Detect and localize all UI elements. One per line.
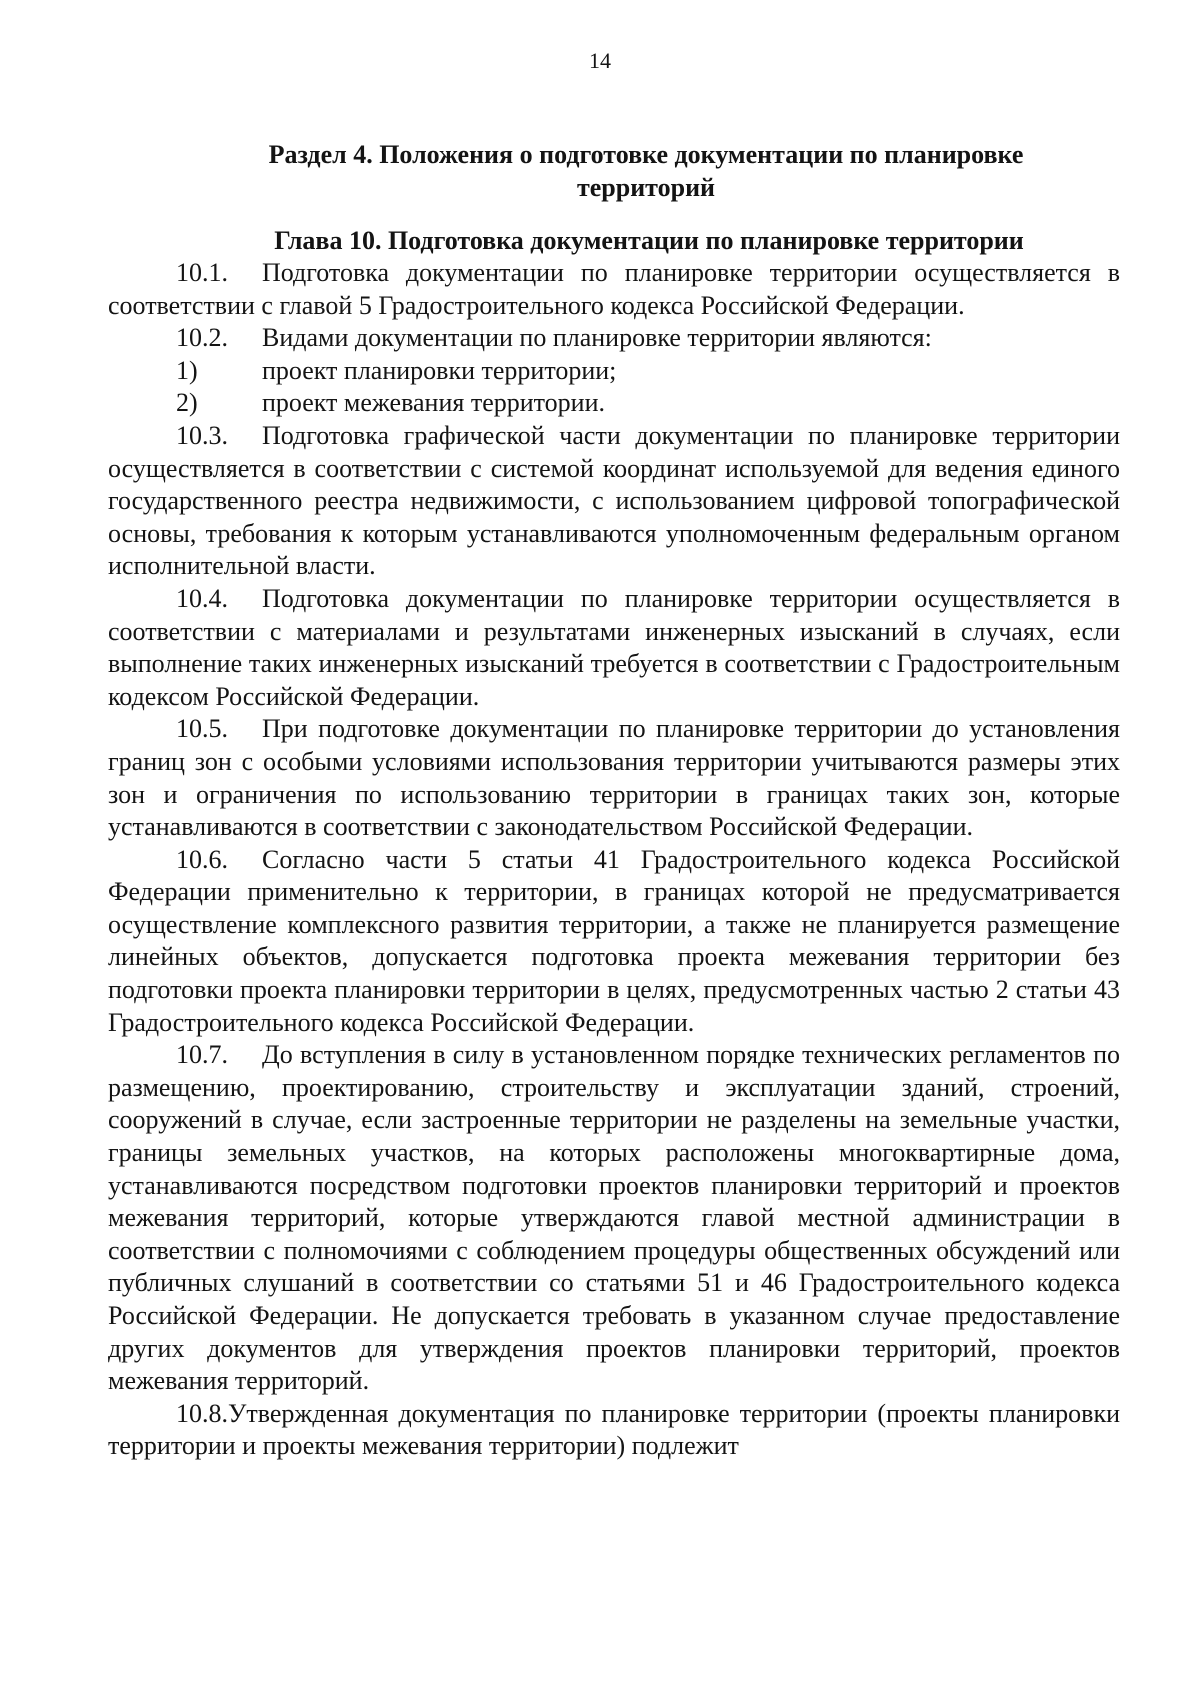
paragraph-10-1 [108,257,1120,322]
paragraph-10-5 [108,713,1120,843]
chapter-title: Глава 10. Подготовка документации по планировке территории [274,226,1024,255]
document-body [108,138,1120,1463]
paragraph-number: 10.3. [176,420,228,450]
paragraph-text: При подготовке документации по планировке территории до установления границ зон с особыми условиями использования территории учитываются размеры этих зон и ограничения по использованию территории в границах таких зон, которые устанавливаются в соответствии с законодательством Российской Федерации. [108,714,1120,842]
paragraph-10-8 [108,1398,1120,1463]
paragraph-10-3 [108,420,1120,583]
paragraph-text: Подготовка документации по планировке территории осуществляется в соответствии с материалами и результатами инженерных изысканий в случаях, если выполнение таких инженерных изысканий требуется в соответствии с Градостроительным кодексом Российской Федерации. [108,583,1120,711]
list-item-number: 2) [176,388,198,418]
paragraph-text: Подготовка графической части документации по планировке территории осуществляется в соответствии с системой координат используемой для ведения единого государственного реестра недвижимости, с использованием цифровой топографической основы, требования к которым устанавливаются уполномоченным федеральным органом исполнительной власти. [108,420,1120,581]
paragraph-text: Согласно части 5 статьи 41 Градостроительного кодекса Российской Федерации применительно к территории, в границах которой не предусматривается осуществление комплексного развития территории, а также не планируется размещение линейных объектов, допускается подготовка проекта межевания территории без подготовки проекта планировки территории в целях, предусмотренных частью 2 статьи 43 Градостроительного кодекса Российской Федерации. [108,844,1120,1037]
page-number: 14 [589,48,611,73]
list-item-text: проект планировки территории; [262,355,617,385]
paragraph-number: 10.2. [176,323,228,353]
paragraph-number: 10.6. [176,844,228,874]
section-title: Раздел 4. Положения о подготовке документации по планировке территорий [268,140,1024,202]
paragraph-10-6 [108,844,1120,1040]
paragraph-number: 10.4. [176,583,228,613]
list-item [108,355,1120,388]
list-item-number: 1) [176,355,198,385]
paragraph-text: Видами документации по планировке территории являются: [262,323,932,353]
paragraph-text: Утвержденная документация по планировке территории (проекты планировки территории и проекты межевания территории) подлежит [108,1398,1120,1461]
paragraph-number: 10.8. [176,1398,228,1428]
list-item-text: проект межевания территории. [262,388,606,418]
paragraph-number: 10.7. [176,1040,228,1070]
paragraph-10-2 [108,322,1120,355]
paragraph-text: До вступления в силу в установленном порядке технических регламентов по размещению, проектированию, строительству и эксплуатации зданий, строений, сооружений в случае, если застроенные территории не разделены на земельные участки, границы земельных участков, на которых расположены многоквартирные дома, устанавливаются посредством подготовки проектов планировки территорий и проектов межевания территорий, которые утверждаются главой местной администрации в соответствии с полномочиями с соблюдением процедуры общественных обсуждений или публичных слушаний в соответствии со статьями 51 и 46 Градостроительного кодекса Российской Федерации. Не допускается требовать в указанном случае предоставление других документов для утверждения проектов планировки территорий, проектов межевания территорий. [108,1040,1120,1396]
paragraph-10-4 [108,583,1120,713]
paragraph-number: 10.5. [176,714,228,744]
paragraph-text: Подготовка документации по планировке территории осуществляется в соответствии с главой 5 Градостроительного кодекса Российской Федерации. [108,258,1120,320]
paragraph-number: 10.1. [176,258,228,287]
list-item [108,387,1120,420]
paragraph-10-7 [108,1039,1120,1398]
